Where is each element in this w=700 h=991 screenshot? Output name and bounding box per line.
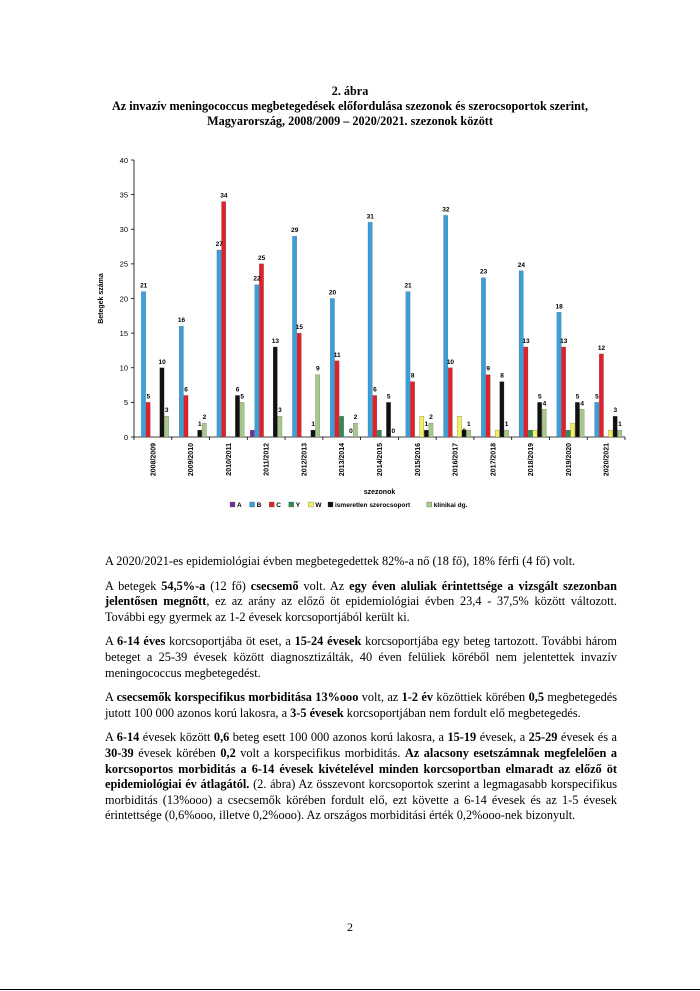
bar [618, 430, 622, 437]
x-tick-label: 2010/2011 [225, 443, 233, 476]
bar [533, 430, 537, 437]
bar [297, 333, 301, 437]
legend-swatch [230, 502, 235, 507]
bar [235, 395, 239, 437]
bar [595, 402, 599, 437]
y-tick-label: 15 [119, 328, 128, 338]
data-label: 5 [575, 393, 580, 401]
bar [386, 402, 390, 437]
data-label: 1 [198, 421, 202, 429]
bar [599, 354, 603, 437]
bottom-rule [0, 989, 700, 990]
bar [160, 368, 164, 437]
x-tick-label: 2008/2009 [150, 443, 158, 477]
data-label: 21 [140, 282, 148, 290]
text-run: közöttiek körében [433, 690, 529, 705]
bar [420, 416, 424, 437]
bold-run: 0,6 [213, 730, 230, 745]
data-label: 12 [597, 344, 606, 352]
data-label: 20 [328, 289, 337, 297]
bar [561, 347, 565, 437]
data-label: 18 [555, 303, 563, 311]
figure-number: 2. ábra [331, 84, 369, 98]
data-label: 5 [240, 393, 245, 401]
data-label: 4 [580, 400, 584, 408]
data-label: 5 [386, 393, 391, 401]
bar [368, 222, 372, 437]
legend-label: W [315, 502, 322, 509]
legend-swatch [250, 502, 255, 507]
text-run: évesek és a [557, 730, 618, 745]
bar [339, 416, 343, 437]
bold-run: 54,5%-a [161, 578, 206, 593]
bar [448, 368, 452, 437]
text-run: A [105, 690, 117, 705]
bar [580, 409, 584, 437]
paragraph [105, 730, 617, 824]
data-label: 5 [146, 393, 151, 401]
text-run: , ez az arány az előző öt epidemiológiai évben 23,4 - 37,5% között változott. További egy gyermek az 1-2 évesek korcsoportjából került ki. [105, 594, 617, 624]
y-tick-label: 40 [119, 155, 128, 165]
data-label: 2 [353, 414, 358, 422]
bold-run: 6-14 [116, 730, 140, 745]
data-label: 10 [158, 358, 166, 366]
data-label: 9 [315, 365, 320, 373]
bar [184, 395, 188, 437]
text-run: évesek között [139, 730, 214, 745]
text-run: korcsoportjába öt eset, a [165, 634, 295, 649]
data-label: 3 [613, 407, 618, 415]
data-label: 1 [504, 421, 509, 429]
bar [429, 423, 433, 437]
data-label: 25 [257, 254, 266, 262]
data-label: 2 [202, 414, 207, 422]
bar [571, 423, 575, 437]
y-tick-label: 30 [119, 225, 128, 235]
bar [240, 402, 244, 437]
bar [410, 382, 414, 437]
bold-run: 25-29 [528, 730, 558, 745]
data-label: 6 [184, 386, 188, 394]
bold-run: 3-5 évesek [290, 705, 344, 720]
bar [273, 347, 277, 437]
text-run: volt, az [358, 690, 402, 705]
legend-label: klinikai dg. [433, 502, 468, 509]
data-label: 34 [220, 192, 228, 200]
legend-label: B [256, 502, 262, 509]
bar [315, 375, 319, 437]
data-label: 8 [500, 372, 504, 380]
bar [141, 292, 145, 437]
data-label: 6 [373, 386, 377, 394]
bar [500, 382, 504, 437]
bar [528, 430, 532, 437]
data-label: 31 [366, 213, 374, 221]
data-label: 3 [164, 407, 169, 415]
bold-run: 0,2 [220, 745, 236, 760]
data-label: 1 [467, 421, 471, 429]
data-label: 29 [291, 227, 299, 235]
text-run: évesek, a [476, 730, 529, 745]
bar [373, 395, 377, 437]
x-tick-label: 2011/2012 [263, 443, 271, 476]
legend-swatch [308, 502, 313, 507]
bold-run: 15-24 évesek [294, 634, 362, 649]
data-label: 2 [429, 414, 433, 422]
text-run: (12 fő) [205, 578, 251, 593]
text-run: beteg esett 100 000 azonos korú lakosra, a [229, 730, 448, 745]
bar [250, 430, 254, 437]
x-tick-label: 2009/2010 [188, 443, 196, 477]
bar [566, 430, 570, 437]
bar [202, 423, 206, 437]
bar [557, 312, 561, 437]
text-run: volt. Az [298, 578, 350, 593]
legend-swatch [328, 502, 333, 507]
figure-title-line2: Magyarország, 2008/2009 – 2020/2021. szezonok között [207, 114, 493, 128]
legend-label: Y [295, 502, 301, 509]
bold-run: 6-14 éves [117, 634, 166, 649]
y-tick-label: 10 [119, 363, 128, 373]
bold-run: 30-39 [105, 745, 134, 760]
text-run: A 2020/2021-es epidemiológiai évben megbetegedettek 82%-a nő (18 fő), 18% férfi (4 fő) volt. [105, 554, 576, 568]
bold-run: 0,5 [528, 690, 544, 705]
bar [311, 430, 315, 437]
bar [146, 402, 150, 437]
bar [542, 409, 546, 437]
text-run: évesek körében [133, 745, 221, 760]
data-label: 5 [595, 393, 599, 401]
bar [292, 236, 296, 437]
data-label: 32 [442, 206, 450, 214]
bar [495, 430, 499, 437]
bar [217, 250, 221, 437]
x-tick-label: 2020/2021 [603, 443, 611, 477]
text-run: korcsoportjában nem fordult elő megbetegedés. [343, 705, 581, 720]
x-tick-label: 2019/2020 [565, 443, 573, 477]
data-label: 9 [486, 365, 491, 373]
bar [424, 430, 428, 437]
bold-run: csecsemő [250, 578, 299, 593]
y-tick-label: 35 [119, 190, 128, 200]
legend-swatch [269, 502, 274, 507]
data-label: 21 [404, 282, 412, 290]
data-label: 6 [235, 386, 240, 394]
bar [613, 416, 617, 437]
data-label: 27 [215, 241, 223, 249]
data-label: 1 [424, 421, 429, 429]
bar [444, 215, 448, 437]
data-label: 8 [410, 372, 415, 380]
bar [457, 416, 461, 437]
bar [278, 416, 282, 437]
bar [164, 416, 168, 437]
data-label: 0 [349, 428, 353, 435]
data-label: 4 [542, 400, 547, 408]
legend-swatch [289, 502, 294, 507]
x-tick-label: 2017/2018 [490, 443, 498, 477]
body-text [105, 554, 617, 833]
data-label: 15 [295, 324, 303, 332]
data-label: 13 [522, 337, 530, 345]
data-label: 0 [462, 428, 467, 435]
data-label: 13 [271, 337, 280, 345]
data-label: 3 [278, 407, 282, 415]
text-run: A [105, 730, 117, 745]
bold-run: csecsemők korspecifikus morbiditása 13%ooo [116, 690, 359, 705]
paragraph [105, 690, 617, 721]
data-label: 11 [333, 351, 341, 359]
data-label: 10 [446, 358, 455, 366]
bar [608, 430, 612, 437]
bar [198, 430, 202, 437]
legend-label: A [237, 502, 242, 509]
bar [259, 264, 263, 437]
bar [179, 326, 183, 437]
legend-label: ismeretlen szerocsoport [335, 502, 411, 509]
y-tick-label: 20 [119, 294, 128, 304]
data-label: 23 [479, 268, 488, 276]
text-run: A [105, 634, 118, 649]
bar [504, 430, 508, 437]
bar [537, 402, 541, 437]
x-tick-label: 2016/2017 [452, 443, 460, 477]
x-tick-label: 2014/2015 [377, 443, 384, 477]
paragraph [105, 634, 617, 681]
bar [481, 278, 485, 437]
bold-run: 15-19 [447, 730, 477, 745]
y-tick-label: 0 [123, 432, 128, 442]
data-label: 1 [618, 421, 622, 429]
x-tick-label: 2012/2013 [301, 443, 309, 477]
paragraph [105, 579, 617, 626]
data-label: 5 [537, 393, 542, 401]
legend-label: C [276, 502, 281, 509]
bar [486, 375, 490, 437]
data-label: 13 [560, 337, 568, 345]
figure-title-line1: Az invazív meningococcus megbetegedések előfordulása szezonok és szerocsoportok szerint, [111, 99, 589, 113]
bold-run: Az alacsony esetszámnak megfelelően a korcsoportos morbiditás a 6-14 évesek kivételével minden korcsoportban elmaradt az előző öt epidemiológiai év átlagától. [105, 745, 617, 792]
y-axis-title: Betegek száma [98, 273, 105, 324]
page-number: 2 [347, 920, 353, 934]
text-run: volt a korspecifikus morbiditás. [235, 745, 405, 760]
data-label: 0 [391, 428, 396, 435]
bar [330, 299, 334, 438]
x-tick-label: 2013/2014 [339, 443, 347, 477]
bar [519, 271, 523, 437]
bar [467, 430, 471, 437]
x-tick-label: 2015/2016 [414, 443, 422, 477]
bar [377, 430, 381, 437]
bar [335, 361, 339, 437]
text-run: korcsoportjába egy beteg tartozott. További három beteget a 25-39 évesek között diagnosztizálták, 40 éven felüliek köréből nem jelentettek invazív meningococcus megbetegedést. [105, 634, 617, 680]
y-tick-label: 25 [119, 259, 128, 269]
paragraph [105, 554, 617, 570]
bold-run: egy éven aluliak érintettsége a vizsgált szezonban jelentősen megnőtt [105, 578, 617, 609]
data-label: 22 [253, 275, 261, 283]
bold-run: 1-2 év [401, 690, 434, 705]
data-label: 24 [517, 261, 525, 269]
data-label: 1 [311, 421, 315, 429]
bar [255, 285, 259, 437]
x-tick-label: 2018/2019 [528, 443, 536, 477]
bar [406, 292, 410, 437]
bar [575, 402, 579, 437]
bar [353, 423, 357, 437]
text-run: A betegek [105, 578, 162, 593]
text-run: (2. ábra) Az összevont korcsoportok szerint a legmagasabb korspecifikus morbiditás (13%ooo) a csecsemők körében fordult elő, ezt követte a 6-14 évesek és az 1-5 évesek érintettsége (0,6%ooo, illetve 0,2%ooo). Az országos morbiditási érték 0,2%ooo-nek bizonyult. [105, 777, 618, 823]
legend-swatch [427, 502, 432, 507]
y-tick-label: 5 [123, 398, 128, 408]
bar [524, 347, 528, 437]
bar [222, 202, 226, 437]
x-axis-title: szezonok [363, 489, 396, 496]
text-run: megbetegedés jutott 100 000 azonos korú lakosra, a [105, 690, 618, 720]
data-label: 16 [177, 317, 186, 325]
